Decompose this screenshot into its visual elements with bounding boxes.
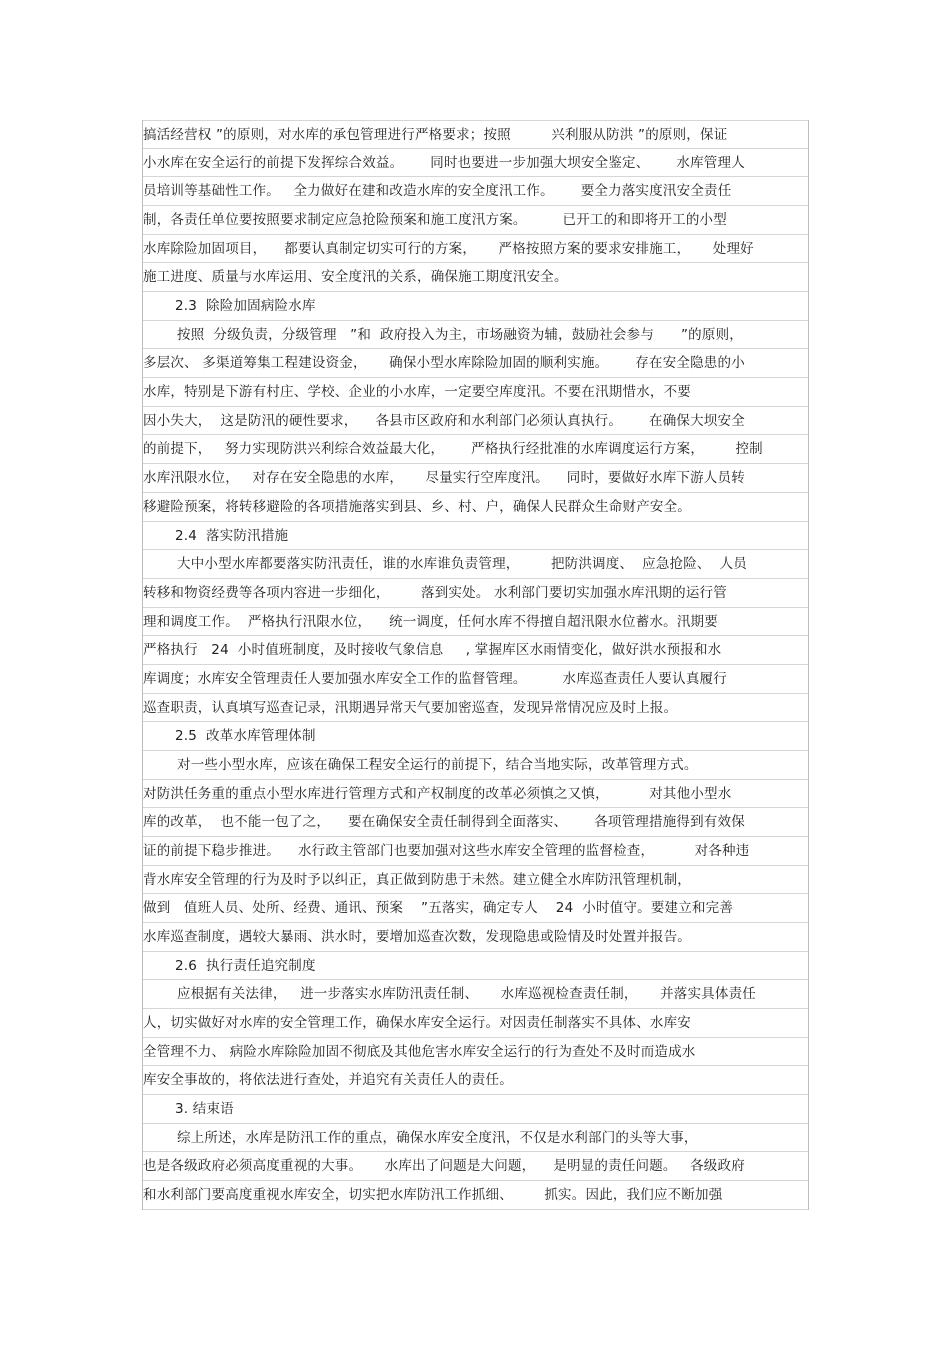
text-line: 水库巡查制度，遇较大暴雨、洪水时，要增加巡查次数，发现隐患或险情及时处置并报告。 — [143, 923, 808, 952]
text-line: 综上所述，水库是防汛工作的重点，确保水库安全度汛，不仅是水利部门的头等大事， — [143, 1124, 808, 1153]
text-line: 背水库安全管理的行为及时予以纠正，真正做到防患于未然。建立健全水库防汛管理机制， — [143, 866, 808, 895]
text-line: 对防洪任务重的重点小型水库进行管理方式和产权制度的改革必须慎之又慎， 对其他小型水 — [143, 780, 808, 809]
text-line: 移避险预案，将转移避险的各项措施落实到县、乡、村、户，确保人民群众生命财产安全。 — [143, 493, 808, 522]
text-line: 巡查职责，认真填写巡查记录，汛期遇异常天气要加密巡查，发现异常情况应及时上报。 — [143, 694, 808, 723]
text-line: 搞活经营权 ”的原则，对水库的承包管理进行严格要求；按照 兴利服从防洪 ”的原则，保证 — [143, 120, 808, 149]
text-line: 水库汛限水位， 对存在安全隐患的水库， 尽量实行空库度汛。 同时，要做好水库下游人员转 — [143, 464, 808, 493]
section-heading: 2.5 改革水库管理体制 — [143, 722, 808, 751]
text-line: 严格执行 24 小时值班制度，及时接收气象信息 , 掌握库区水雨情变化，做好洪水预报和水 — [143, 636, 808, 665]
section-heading: 2.6 执行责任追究制度 — [143, 952, 808, 981]
text-line: 和水利部门要高度重视水库安全，切实把水库防汛工作抓细、 抓实。因此，我们应不断加强 — [143, 1181, 808, 1210]
text-line: 转移和物资经费等各项内容进一步细化， 落到实处。 水利部门要切实加强水库汛期的运行管 — [143, 579, 808, 608]
text-line: 小水库在安全运行的前提下发挥综合效益。 同时也要进一步加强大坝安全鉴定、 水库管理人 — [143, 149, 808, 178]
text-line: 按照 分级负责，分级管理 ”和 政府投入为主，市场融资为辅，鼓励社会参与 ”的原则， — [143, 321, 808, 350]
text-line: 人，切实做好对水库的安全管理工作，确保水库安全运行。对因责任制落实不具体、水库安 — [143, 1009, 808, 1038]
section-heading: 3. 结束语 — [143, 1095, 808, 1124]
text-line: 库的改革， 也不能一包了之， 要在确保安全责任制得到全面落实、 各项管理措施得到有效保 — [143, 808, 808, 837]
text-line: 也是各级政府必须高度重视的大事。 水库出了问题是大问题， 是明显的责任问题。 各级政府 — [143, 1152, 808, 1181]
document-page — [142, 120, 809, 1210]
text-line: 证的前提下稳步推进。 水行政主管部门也要加强对这些水库安全管理的监督检查， 对各种违 — [143, 837, 808, 866]
text-line: 大中小型水库都要落实防汛责任，谁的水库谁负责管理， 把防洪调度、 应急抢险、 人员 — [143, 550, 808, 579]
section-heading: 2.3 除险加固病险水库 — [143, 292, 808, 321]
text-line: 水库除险加固项目， 都要认真制定切实可行的方案， 严格按照方案的要求安排施工， 处理好 — [143, 235, 808, 264]
text-line: 制，各责任单位要按照要求制定应急抢险预案和施工度汛方案。 已开工的和即将开工的小型 — [143, 206, 808, 235]
text-line: 因小失大， 这是防汛的硬性要求， 各县市区政府和水利部门必须认真执行。 在确保大坝安全 — [143, 407, 808, 436]
text-line: 库安全事故的，将依法进行查处，并追究有关责任人的责任。 — [143, 1066, 808, 1095]
text-line: 员培训等基础性工作。 全力做好在建和改造水库的安全度汛工作。 要全力落实度汛安全责任 — [143, 177, 808, 206]
text-line: 的前提下， 努力实现防洪兴利综合效益最大化， 严格执行经批准的水库调度运行方案， 控制 — [143, 435, 808, 464]
text-line: 施工进度、质量与水库运用、安全度汛的关系，确保施工期度汛安全。 — [143, 263, 808, 292]
text-line: 理和调度工作。 严格执行汛限水位， 统一调度，任何水库不得擅自超汛限水位蓄水。汛期要 — [143, 608, 808, 637]
text-line: 做到 值班人员、处所、经费、通讯、预案 ”五落实，确定专人 24 小时值守。要建立和完善 — [143, 894, 808, 923]
text-line: 多层次、 多渠道筹集工程建设资金， 确保小型水库除险加固的顺利实施。 存在安全隐患的小 — [143, 349, 808, 378]
text-line: 全管理不力、 病险水库除险加固不彻底及其他危害水库安全运行的行为查处不及时而造成水 — [143, 1038, 808, 1067]
text-line: 库调度；水库安全管理责任人要加强水库安全工作的监督管理。 水库巡查责任人要认真履行 — [143, 665, 808, 694]
text-line: 对一些小型水库，应该在确保工程安全运行的前提下，结合当地实际，改革管理方式。 — [143, 751, 808, 780]
text-line: 水库，特别是下游有村庄、学校、企业的小水库，一定要空库度汛。不要在汛期惜水，不要 — [143, 378, 808, 407]
section-heading: 2.4 落实防汛措施 — [143, 522, 808, 551]
text-line: 应根据有关法律， 进一步落实水库防汛责任制、 水库巡视检查责任制， 并落实具体责任 — [143, 980, 808, 1009]
